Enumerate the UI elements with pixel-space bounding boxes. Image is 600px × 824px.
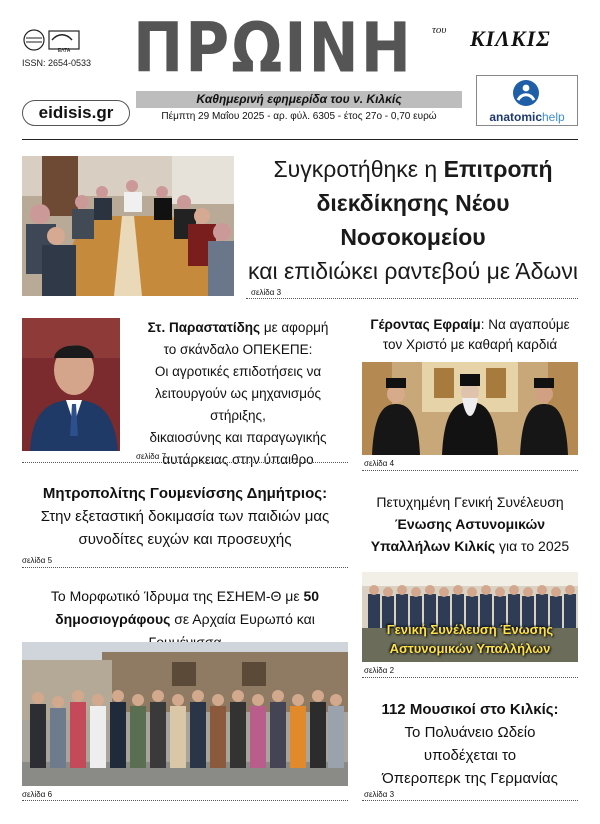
parastatidis-name: Στ. Παραστατίδης <box>147 320 261 335</box>
lead-line1-pre: Συγκροτήθηκε η <box>273 156 444 182</box>
metropolitan-text[interactable] <box>22 482 348 551</box>
eshem-line1-pre: Το Μορφωτικό Ίδρυμα της ΕΣΗΕΜ-Θ με <box>50 588 304 604</box>
parastatidis-line: δικαιοσύνης και παραγωγικής <box>149 430 327 445</box>
music-line1: 112 Μουσικοί στο Κιλκίς: <box>381 701 559 718</box>
efraim-text[interactable] <box>362 315 578 355</box>
divider <box>22 800 348 801</box>
police-banner-line1: Γενική Συνέλευση Ένωσης <box>386 622 554 637</box>
divider <box>22 567 348 568</box>
music-text[interactable] <box>362 698 578 790</box>
divider <box>246 298 578 299</box>
efraim-rest: : Να αγαπούμε <box>480 317 570 332</box>
divider <box>22 462 348 463</box>
masthead-divider <box>22 139 578 140</box>
music-page-ref: σελίδα 3 <box>364 790 395 799</box>
efraim-line2: τον Χριστό με καθαρή καρδιά <box>382 337 558 352</box>
police-line1: Πετυχημένη Γενική Συνέλευση <box>376 494 564 510</box>
divider <box>362 677 578 678</box>
lead-line1-bold: Επιτροπή <box>443 156 553 182</box>
title-main: ΠΡΩΙΝΗ <box>133 8 413 89</box>
efraim-name: Γέροντας Εφραίμ <box>370 317 481 332</box>
parastatidis-line: λειτουργούν ως μηχανισμός στήριξης, <box>154 386 322 423</box>
police-banner <box>362 620 578 658</box>
lead-headline[interactable] <box>246 152 580 288</box>
title-tou: του <box>432 24 447 36</box>
police-banner-line2: Αστυνομικών Υπαλλήλων <box>389 641 551 656</box>
parastatidis-rest: με αφορμή <box>260 320 329 335</box>
parastatidis-line: το σκάνδαλο ΟΠΕΚΕΠΕ: <box>163 342 313 357</box>
lead-page-ref: σελίδα 3 <box>251 288 282 297</box>
metropolitan-line3: συνοδίτες ευχών και προσευχής <box>78 531 292 548</box>
divider <box>362 800 578 801</box>
parastatidis-text[interactable] <box>128 317 348 471</box>
parastatidis-page-ref: σελίδα 7 <box>136 452 167 461</box>
efraim-photo[interactable] <box>362 362 578 455</box>
divider <box>362 470 578 471</box>
eshem-line2-bold: δημοσιογράφους <box>55 611 171 627</box>
police-text[interactable] <box>362 491 578 557</box>
ad-brand-b: help <box>542 110 565 124</box>
lead-line2: διεκδίκησης Νέου Νοσοκομείου <box>316 190 510 250</box>
police-page-ref: σελίδα 2 <box>364 666 395 675</box>
site-link[interactable]: eidisis.gr <box>22 100 130 126</box>
music-line2: Το Πολυάνειο Ωδείο <box>404 724 536 741</box>
eshem-photo[interactable] <box>22 642 348 786</box>
police-line3-rest: για το 2025 <box>495 538 570 554</box>
parastatidis-line: Οι αγροτικές επιδοτήσεις να <box>154 364 322 379</box>
issn: ISSN: 2654-0533 <box>22 58 92 68</box>
lead-photo[interactable] <box>22 156 234 296</box>
stamp-label: ΕΛΤΑ <box>57 48 71 54</box>
eshem-line1-bold: 50 <box>303 588 320 604</box>
postage-stamp-icon <box>22 28 82 54</box>
police-line3-bold: Υπαλλήλων Κιλκίς <box>370 538 496 554</box>
metropolitan-page-ref: σελίδα 5 <box>22 556 53 565</box>
dateline: Πέμπτη 29 Μαΐου 2025 - αρ. φύλ. 6305 - έτος 27ο - 0,70 ευρώ <box>161 111 437 122</box>
police-photo[interactable] <box>362 572 578 662</box>
eshem-line2-rest: σε Αρχαία Ευρωπό και <box>174 611 315 627</box>
parastatidis-photo[interactable] <box>22 318 120 451</box>
lead-line3: και επιδιώκει ραντεβού με Άδωνι <box>248 258 578 284</box>
title-kilkis: ΚΙΛΚΙΣ <box>470 26 551 51</box>
ad-brand <box>478 110 576 124</box>
efraim-page-ref: σελίδα 4 <box>364 459 395 468</box>
metropolitan-line1: Μητροπολίτης Γουμενίσσης Δημήτριος: <box>42 485 328 502</box>
metropolitan-line2: Στην εξεταστική δοκιμασία των παιδιών μας <box>40 508 330 525</box>
tagline: Καθημερινή εφημερίδα του ν. Κιλκίς <box>136 91 462 108</box>
police-line2: Ένωσης Αστυνομικών <box>394 516 546 532</box>
music-line4: Όπεροπερκ της Γερμανίας <box>382 770 558 787</box>
anatomic-logo-icon <box>512 79 540 107</box>
parastatidis-line: αυτάρκειας στην ύπαιθρο <box>162 452 314 467</box>
ad-brand-a: anatomic <box>489 110 542 124</box>
eshem-page-ref: σελίδα 6 <box>22 790 53 799</box>
music-line3: υποδέχεται το <box>423 747 517 764</box>
